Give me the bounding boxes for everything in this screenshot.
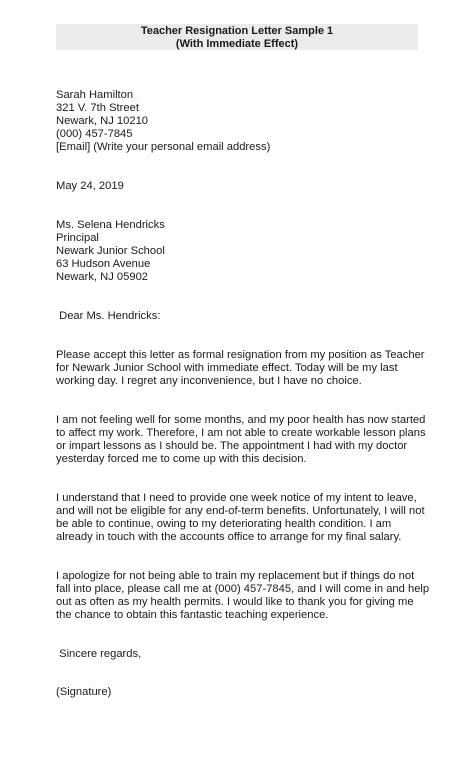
paragraph-line: I understand that I need to provide one week notice of my intent to leave, bbox=[56, 492, 417, 504]
paragraph-line: or impart lessons as I should be. The appointment I had with my doctor bbox=[56, 440, 408, 452]
paragraph-line: working day. I regret any inconvenience, but I have no choice. bbox=[56, 375, 362, 387]
paragraph-line: Please accept this letter as formal resignation from my position as Teacher bbox=[56, 349, 425, 361]
signature-block bbox=[56, 686, 426, 699]
paragraph-line: already in touch with the accounts office to arrange for my final salary. bbox=[56, 531, 402, 543]
paragraph-line: for Newark Junior School with immediate effect. Today will be my last bbox=[56, 362, 398, 374]
sender-name: Sarah Hamilton bbox=[56, 89, 134, 101]
paragraph-3 bbox=[56, 492, 426, 544]
sender-email: [Email] (Write your personal email address) bbox=[56, 141, 271, 153]
letter-subtitle: (With Immediate Effect) bbox=[175, 38, 299, 50]
salutation: Dear Ms. Hendricks: bbox=[56, 310, 161, 322]
signature: (Signature) bbox=[56, 686, 112, 698]
paragraph-1 bbox=[56, 349, 426, 388]
closing-block bbox=[56, 648, 426, 661]
salutation-block bbox=[56, 310, 426, 323]
recipient-name: Ms. Selena Hendricks bbox=[56, 219, 165, 231]
recipient-street: 63 Hudson Avenue bbox=[56, 258, 151, 270]
recipient-school: Newark Junior School bbox=[56, 245, 165, 257]
sender-street: 321 V. 7th Street bbox=[56, 102, 139, 114]
paragraph-line: be able to continue, owing to my deteriorating health condition. I am bbox=[56, 518, 392, 530]
letter-date-block bbox=[56, 180, 426, 193]
paragraph-line: to affect my work. Therefore, I am not able to create workable lesson plans bbox=[56, 427, 426, 439]
paragraph-line: fall into place, please call me at (000) 457-7845, and I will come in and help bbox=[56, 583, 430, 595]
recipient-address-block bbox=[56, 219, 426, 284]
recipient-city: Newark, NJ 05902 bbox=[56, 271, 149, 283]
letter-title: Teacher Resignation Letter Sample 1 bbox=[140, 25, 334, 37]
letter-date: May 24, 2019 bbox=[56, 180, 124, 192]
paragraph-line: the chance to obtain this fantastic teaching experience. bbox=[56, 609, 329, 621]
sender-phone: (000) 457-7845 bbox=[56, 128, 133, 140]
paragraph-4 bbox=[56, 570, 430, 622]
paragraph-2 bbox=[56, 414, 426, 466]
paragraph-line: I apologize for not being able to train my replacement but if things do not bbox=[56, 570, 415, 582]
paragraph-line: I am not feeling well for some months, and my poor health has now started bbox=[56, 414, 426, 426]
sender-address-block bbox=[56, 89, 426, 154]
recipient-title: Principal bbox=[56, 232, 99, 244]
sender-city: Newark, NJ 10210 bbox=[56, 115, 149, 127]
closing: Sincere regards, bbox=[56, 648, 142, 660]
paragraph-line: out as often as my health permits. I would like to thank you for giving me bbox=[56, 596, 414, 608]
paragraph-line: yesterday forced me to come up with this decision. bbox=[56, 453, 307, 465]
paragraph-line: and will not be eligible for any end-of-term benefits. Unfortunately, I will not bbox=[56, 505, 425, 517]
